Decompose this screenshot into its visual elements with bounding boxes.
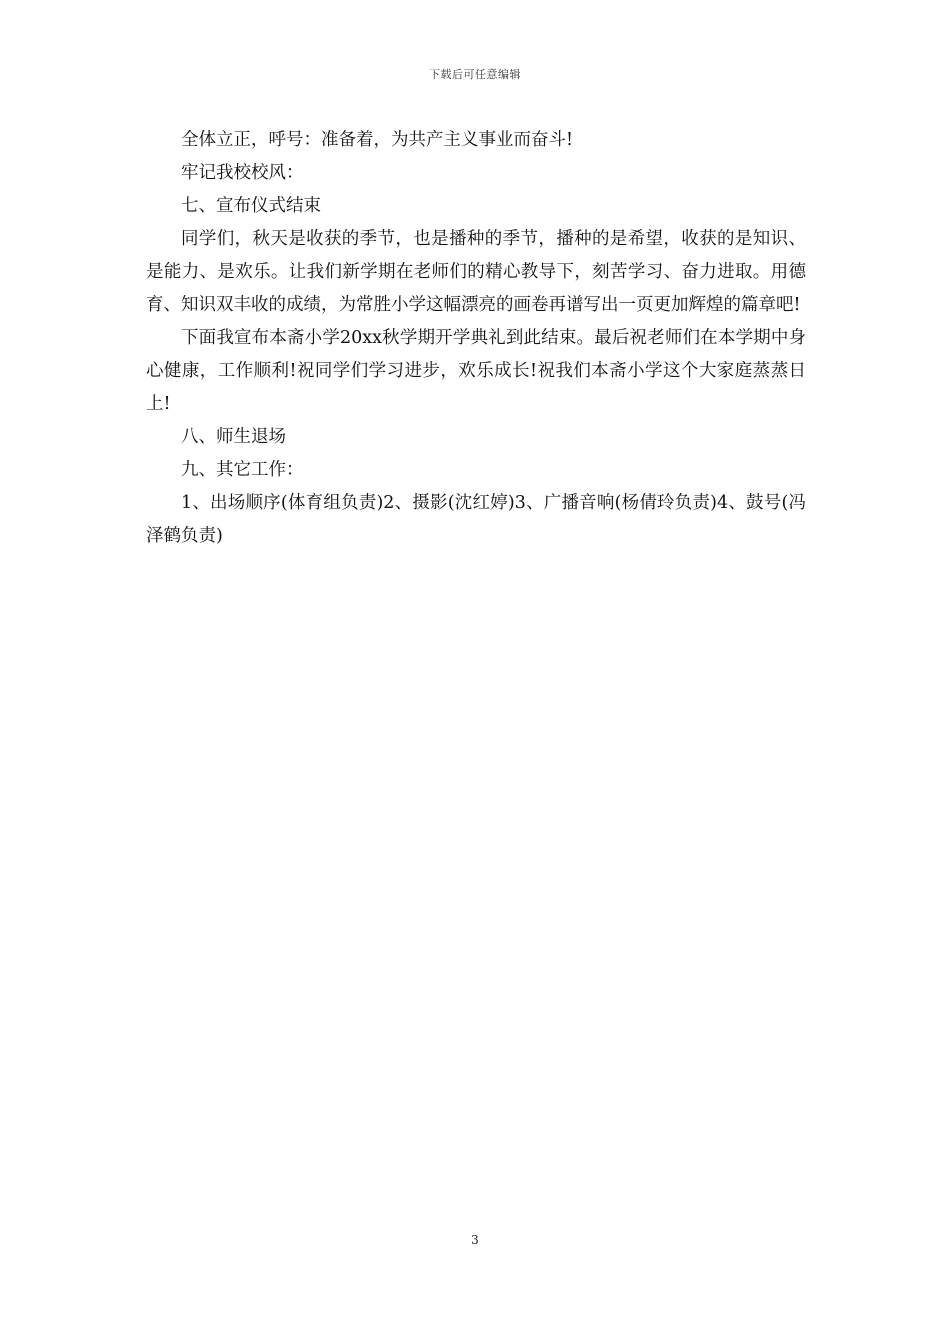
paragraph-closing-announcement: 下面我宣布本斋小学20xx秋学期开学典礼到此结束。最后祝老师们在本学期中身心健康，工作顺利!祝同学们学习进步，欢乐成长!祝我们本斋小学这个大家庭蒸蒸日上! bbox=[146, 328, 806, 414]
paragraph-section-nine: 九、其它工作： bbox=[181, 460, 304, 480]
paragraph-autumn-speech: 同学们，秋天是收获的季节，也是播种的季节，播种的是希望，收获的是知识、是能力、是欢乐。让我们新学期在老师们的精心教导下，刻苦学习、奋力进取。用德育、知识双丰收的成绩，为常胜小学这幅漂亮的画卷再谱写出一页更加辉煌的篇章吧! bbox=[146, 229, 806, 315]
page-number: 3 bbox=[471, 1233, 479, 1247]
paragraph-school-motto: 牢记我校校风： bbox=[181, 163, 304, 183]
paragraph-section-seven: 七、宣布仪式结束 bbox=[181, 196, 321, 216]
paragraph-section-eight: 八、师生退场 bbox=[181, 427, 286, 447]
paragraph-other-tasks: 1、出场顺序(体育组负责)2、摄影(沈红婷)3、广播音响(杨倩玲负责)4、鼓号(冯泽鹤负责) bbox=[146, 493, 806, 546]
document-body bbox=[146, 124, 806, 553]
page-header: 下载后可任意编辑 bbox=[429, 68, 521, 81]
paragraph-salute: 全体立正，呼号：准备着，为共产主义事业而奋斗! bbox=[181, 130, 574, 150]
